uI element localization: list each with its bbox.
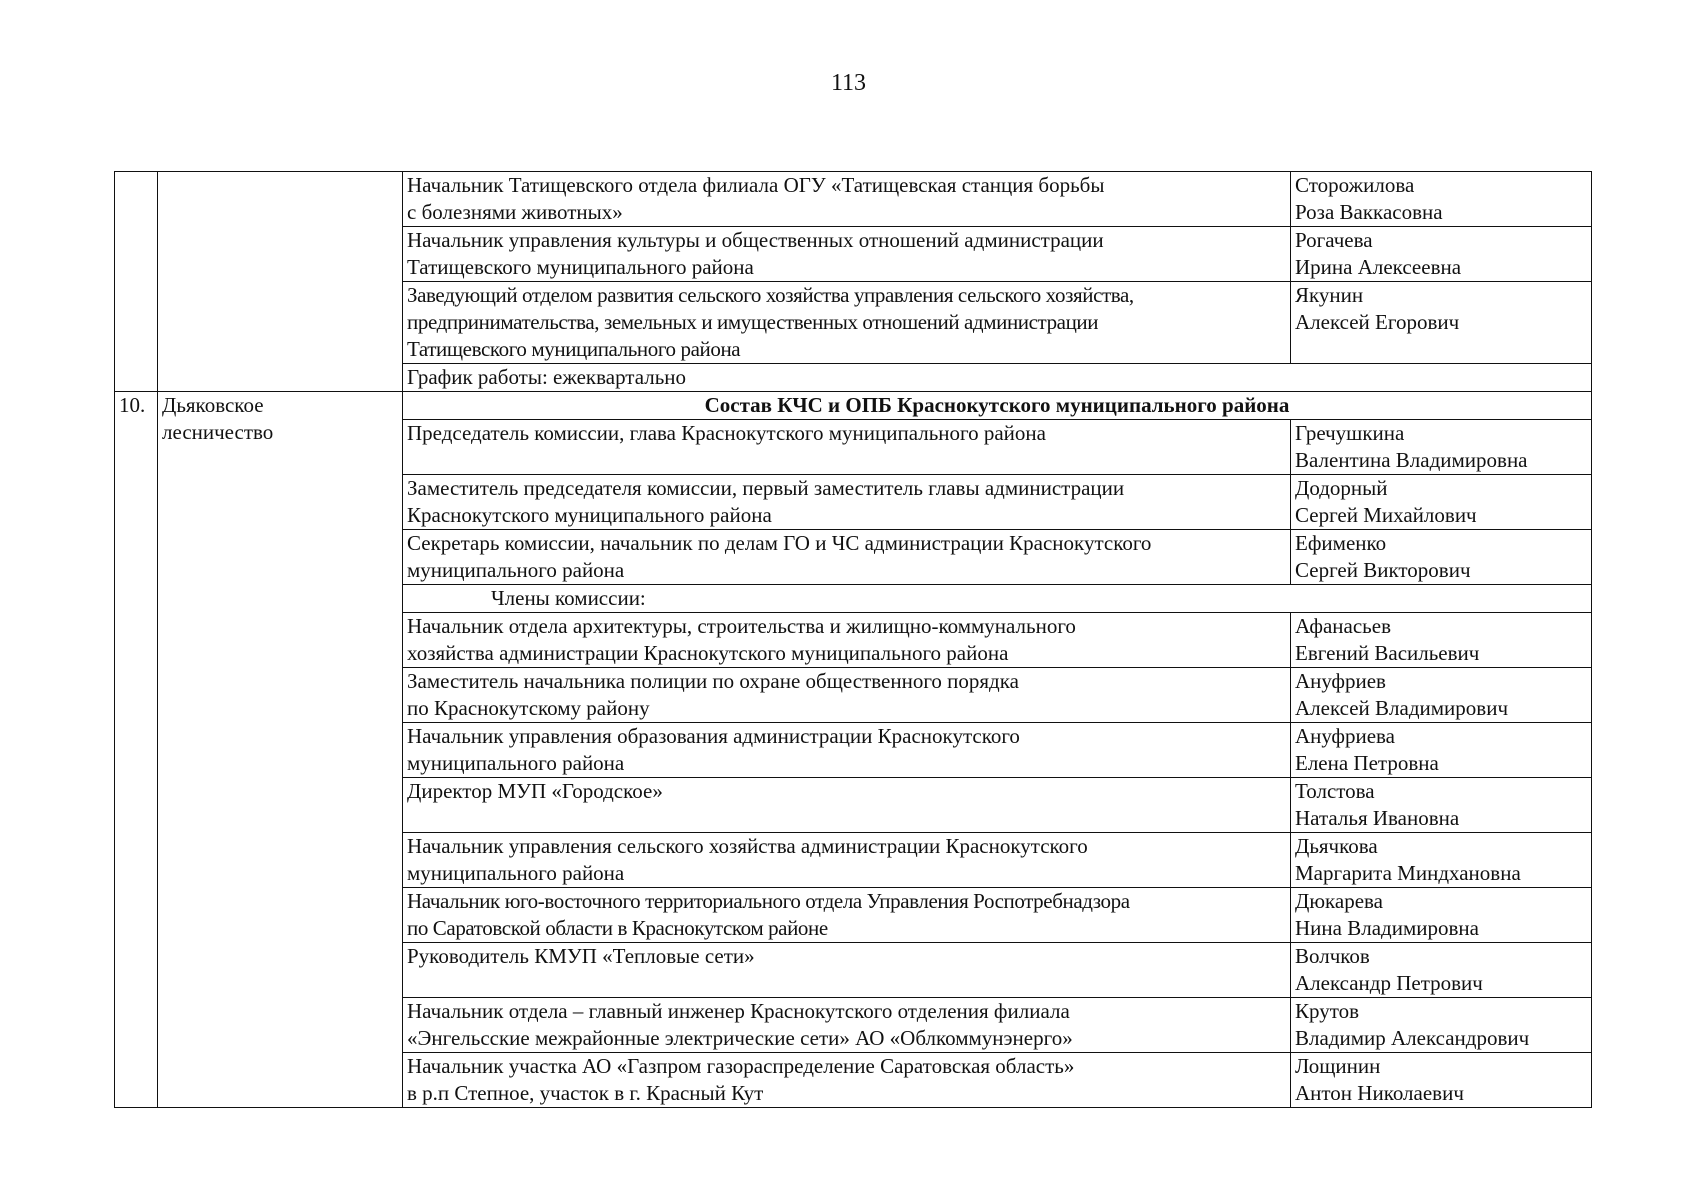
name-cell: Додорный Сергей Михайлович — [1291, 475, 1592, 530]
name-cell: Толстова Наталья Ивановна — [1291, 778, 1592, 833]
name-cell: Лощинин Антон Николаевич — [1291, 1053, 1592, 1108]
name-cell: Рогачева Ирина Алексеевна — [1291, 227, 1592, 282]
name-cell: Ануфриева Елена Петровна — [1291, 723, 1592, 778]
role-cell: Начальник управления сельского хозяйства администрации Краснокутского муниципального района — [403, 833, 1291, 888]
role-cell: Заведующий отделом развития сельского хозяйства управления сельского хозяйства, предпринимательства, земельных и имущественных отношений администрации Татищевского муниципального района — [403, 282, 1291, 364]
name-cell: Ануфриев Алексей Владимирович — [1291, 668, 1592, 723]
name-cell: Афанасьев Евгений Васильевич — [1291, 613, 1592, 668]
role-cell: Секретарь комиссии, начальник по делам ГО и ЧС администрации Краснокутского муниципального района — [403, 530, 1291, 585]
section-number: 10. — [115, 392, 158, 1108]
role-cell: Председатель комиссии, глава Краснокутского муниципального района — [403, 420, 1291, 475]
name-cell: Дьячкова Маргарита Миндхановна — [1291, 833, 1592, 888]
name-cell: Волчков Александр Петрович — [1291, 943, 1592, 998]
role-cell: Директор МУП «Городское» — [403, 778, 1291, 833]
role-cell: Руководитель КМУП «Тепловые сети» — [403, 943, 1291, 998]
role-cell: Начальник управления образования администрации Краснокутского муниципального района — [403, 723, 1291, 778]
section-heading-row — [115, 392, 1592, 420]
commission-table — [114, 171, 1592, 1108]
page-number: 113 — [830, 70, 867, 96]
schedule-cell: График работы: ежеквартально — [403, 364, 1592, 392]
role-cell: Начальник управления культуры и общественных отношений администрации Татищевского муниципального района — [403, 227, 1291, 282]
place-cell-empty — [158, 172, 403, 392]
name-cell: Крутов Владимир Александрович — [1291, 998, 1592, 1053]
name-cell: Якунин Алексей Егорович — [1291, 282, 1592, 364]
name-cell: Гречушкина Валентина Владимировна — [1291, 420, 1592, 475]
role-cell: Начальник Татищевского отдела филиала ОГУ «Татищевская станция борьбы с болезнями животных» — [403, 172, 1291, 227]
section-heading: Состав КЧС и ОПБ Краснокутского муниципального района — [403, 392, 1592, 420]
name-cell: Ефименко Сергей Викторович — [1291, 530, 1592, 585]
role-cell: Заместитель председателя комиссии, первый заместитель главы администрации Краснокутского муниципального района — [403, 475, 1291, 530]
number-cell-empty — [115, 172, 158, 392]
members-label: Члены комиссии: — [403, 585, 1592, 613]
table-row — [115, 172, 1592, 227]
name-cell: Сторожилова Роза Ваккасовна — [1291, 172, 1592, 227]
role-cell: Начальник отдела архитектуры, строительства и жилищно-коммунального хозяйства администрации Краснокутского муниципального района — [403, 613, 1291, 668]
role-cell: Начальник участка АО «Газпром газораспределение Саратовская область» в р.п Степное, участок в г. Красный Кут — [403, 1053, 1291, 1108]
role-cell: Заместитель начальника полиции по охране общественного порядка по Краснокутскому району — [403, 668, 1291, 723]
name-cell: Дюкарева Нина Владимировна — [1291, 888, 1592, 943]
section-place: Дьяковское лесничество — [158, 392, 403, 1108]
role-cell: Начальник отдела – главный инженер Краснокутского отделения филиала «Энгельсские межрайонные электрические сети» АО «Облкоммунэнерго» — [403, 998, 1291, 1053]
role-cell: Начальник юго-восточного территориального отдела Управления Роспотребнадзора по Саратовской области в Краснокутском районе — [403, 888, 1291, 943]
